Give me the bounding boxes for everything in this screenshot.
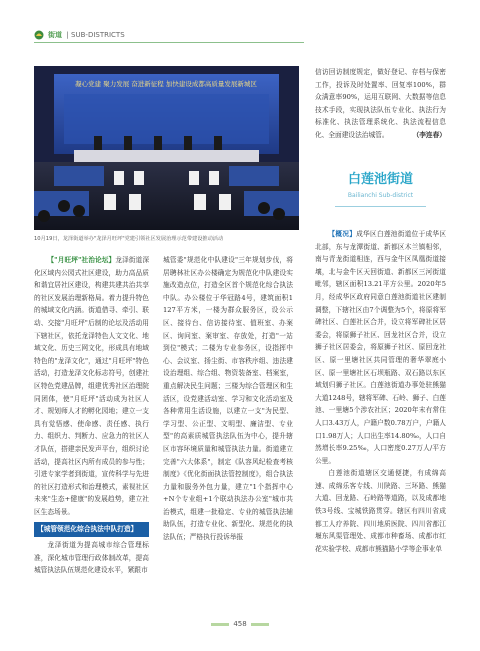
- event-photo: [34, 66, 299, 230]
- paragraph: [34, 254, 149, 518]
- photo-caption: 10月19日，龙泽街道举办"龙泽月旺坪"党建引领社区发展治理示范带建设推动活动: [34, 236, 224, 242]
- section-tag: 【"月旺坪"社治论坛】: [47, 256, 116, 264]
- page-number-bar: [211, 623, 229, 626]
- page-number-text: 458: [233, 620, 247, 628]
- page-number: [0, 620, 480, 628]
- section-title: 街道 | SUB-DISTRICTS: [48, 31, 125, 39]
- header-rule: [34, 42, 304, 43]
- author-credit: （李连春）: [412, 130, 446, 139]
- banner-text: 凝心党建 聚力发展 奋进新征程 加快建设成都高质量发展新城区: [75, 80, 257, 88]
- section-tag: 【概况】: [328, 230, 357, 238]
- column-3-bottom: [315, 228, 446, 555]
- paragraph-text: 信访回访制度规定，做好登记、存档与保密工作，投诉及时处置率、回复率100%，群众满意率90%，运用互联网、大数据等信息技术手段，实现执法队伍专业化、执法行为标准化、执法管理系统化、执法流程信息化、全面建设法治城管。: [315, 68, 446, 139]
- column-3-top: [315, 66, 446, 142]
- section-heading: 【城管领范化综合执法中队打造】: [34, 522, 149, 537]
- district-rule: [335, 206, 426, 207]
- paragraph-text: 成华区白莲池街道位于成华区北部，东与龙潭街道、新都区木兰镇相邻，南与青龙街道相连，西与金牛区凤凰街道接壤，北与金牛区天回街道、新都区三河街道毗邻，辖区面积13.21平方公里。2020年5月，经成华区政府同意白莲池街道社区建制调整，下辖社区由7个调整为5个，将原将军碑社区、白莲社区合并，设立将军碑社区居委会，将原狮子社区、回龙社区合并，设立狮子社区居委会，将原狮子社区、原回龙社区、原一里塘社区共同管理的奢华翠庭小区、原一里塘社区石坝瓶路、双石路以东区域划归狮子社区。白莲池街道办事处驻熊猫大道1248号，辖将军碑、石岭、狮子、白莲池、一里塘5个涉农社区；2020年末有常住人口3.43万人，户籍户数0.78万户，户籍人口1.98万人；人口出生率14.80‰，人口自然增长率9.25‰，人口密度0.27万人/平方公里。: [315, 230, 447, 465]
- district-name-cn: 白莲池街道: [347, 172, 413, 187]
- paragraph: 龙泽街道为提高城市综合管理标准，深化城市管理行政体制改革，提高城管执法队伍规范化建设水平，紧跟市: [34, 541, 149, 575]
- section-title-en: SUB-DISTRICTS: [71, 31, 125, 39]
- logo-icon: [34, 30, 44, 40]
- running-header: [0, 0, 480, 40]
- paragraph-text: 龙泽街道深化区域内公园式社区建设，助力高品质和谐宜居社区建设，构建共建共治共享的社区发展治理新格局。着力提升特色的城域文化内涵。街道借寻、牵引、联动、交接"月旺坪"后制的论坛及活动用下辖社区，依托龙泽特色人文文化、地域文化、历史三网文化，形成具有地域特色的"龙泽文化"，通过"月旺坪"特色活动，打造龙泽文化标志符号，创建社区特色党建品牌，组建优秀社区治理院同团体，使"月旺坪"活动成为社区人才、规划师人才的孵化园地；建立一支具有觉悟感、使命感、责任感、执行力、组织力、判断力、应急力的社区人才队伍，搭建亲民发声平台，组织讨论活动，提高社区内所有成员的参与性；引进专家学者到街道，宣传科学与先进的社区打造形式和治理模式，素视社区未来"生态+健康"的发展趋势，建立社区生态场景。: [34, 256, 150, 516]
- paragraph: 白莲池街道辖区交通便捷，有成绵高速、成绵乐客专线、川陕路、三环路、熊猫大道、回龙路、石岭路等道路，以及成都地铁3号线、宝城铁路贯穿。辖区有四川省成都工人疗养院、四川地质医院、四川省都江堰东风渠管理处、成都市种畜场、成都市红花实验学校、成都市熊猫路小学等企事业单: [315, 469, 446, 553]
- column-1: [34, 254, 149, 577]
- page-number-bar: [251, 623, 269, 626]
- section-title-cn: 街道: [48, 31, 62, 39]
- column-2: [163, 254, 293, 544]
- paragraph: [315, 228, 446, 467]
- paragraph: [315, 66, 446, 142]
- event-photo-illustration: [34, 66, 299, 230]
- district-name-en: Bailianchi Sub-district: [347, 192, 414, 199]
- paragraph: 城管委"规范化中队建设"三年规划步伐，将居聘林社区办公楼确定为规范化中队建设实施改造点位，打造全区首个规范化综合执法中队。办公楼位于华冠路4号，建筑面积1 127平方米，一楼为群众服务区，设公示区、接待台、信访接待室、值班室、办案区、询问室、案审室、存放处，打造"一站到位"模式；二楼为专业参务区，设指挥中心、会议室、扬尘街、市容秩序组、违法建设治理组、综合组、物资装备室、档案室，重点解决民生问题；三楼为综合管理区和生活区，设党建活动室、学习和文化活动室及各种常用生活设施，以建立一支"为民型、学习型、公正型、文明型、廉洁型、专业型"的高素质城管执法队伍为中心，提升辖区市容环境质量和城管执法力量。街道建立完善"六大体系"，制定《队容风纪检查考核制度》《优化街面执法管控制度》，组合执法力量和服务外包力量，建立"1个指挥中心+N个专业组+1个联动执法办公室"城市共治模式，组建一批稳定、专业的城管执法辅助队伍，打造专业化、新型化、规范化的执法队伍；严格执行投诉举报: [163, 256, 293, 542]
- district-title: [315, 162, 446, 212]
